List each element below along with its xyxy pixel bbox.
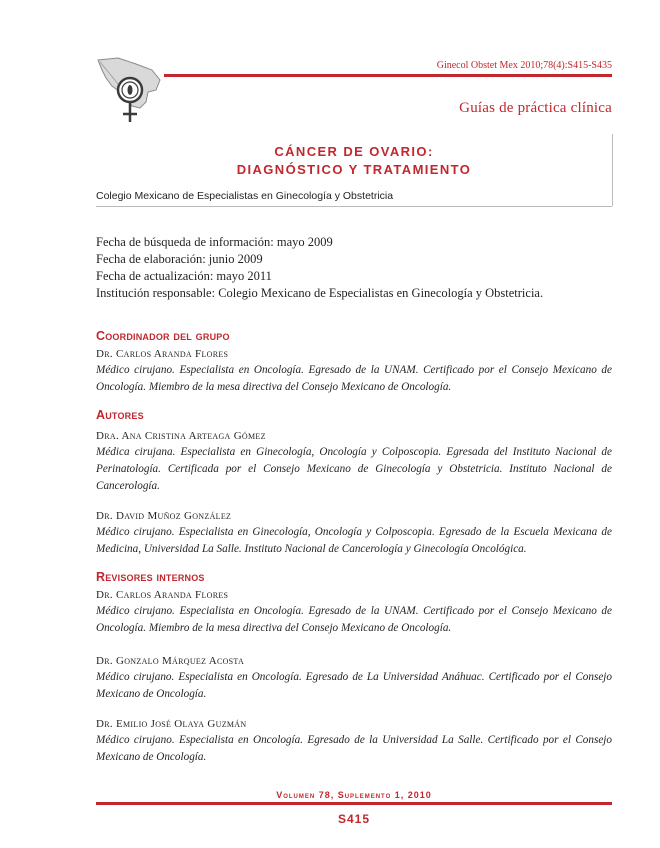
person-description: Médico cirujano. Especialista en Oncología. Egresado de la Universidad La Salle. Certificado por el Consejo Mexicano de Oncología. xyxy=(96,734,612,763)
update-date: Fecha de actualización: mayo 2011 xyxy=(96,269,272,283)
responsible-institution: Institución responsable: Colegio Mexicano de Especialistas en Ginecología y Obstetricia. xyxy=(96,286,544,300)
page-number: S415 xyxy=(337,812,371,826)
reviewer-entry xyxy=(96,653,612,703)
coordinator-heading: Coordinador del grupo xyxy=(96,329,230,343)
article-meta xyxy=(96,234,543,302)
footer-rule xyxy=(96,802,612,805)
author-entry xyxy=(96,508,612,558)
journal-citation: Ginecol Obstet Mex 2010;78(4):S415-S435 xyxy=(436,60,612,71)
person-name: Dr. Carlos Aranda Flores xyxy=(96,348,229,360)
person-name: Dr. David Muñoz González xyxy=(96,510,232,522)
reviewer-entry xyxy=(96,587,612,637)
title-divider xyxy=(96,206,612,207)
reviewer-entry xyxy=(96,716,612,766)
authors-heading: Autores xyxy=(96,408,144,422)
mexico-map-logo-icon xyxy=(96,56,164,128)
person-description: Médico cirujano. Especialista en Oncología. Egresado de la UNAM. Certificado por el Consejo Mexicano de Oncología. Miembro de la mesa directiva del Consejo Mexicano de Oncología. xyxy=(96,364,612,393)
author-entry xyxy=(96,428,612,495)
person-description: Médico cirujano. Especialista en Oncología. Egresado de la UNAM. Certificado por el Consejo Mexicano de Oncología. Miembro de la mesa directiva del Consejo Mexicano de Oncología. xyxy=(96,605,612,634)
person-description: Médica cirujana. Especialista en Ginecología, Oncología y Colposcopia. Egresada del Instituto Nacional de Perinatología. Certificada por el Consejo Mexicano de Ginecología y Obstetricia. Instituto Nacional de Cancerología. xyxy=(96,446,612,492)
header-rule xyxy=(164,74,612,77)
article-organization: Colegio Mexicano de Especialistas en Ginecología y Obstetricia xyxy=(96,190,394,202)
person-name: Dr. Emilio José Olaya Guzmán xyxy=(96,718,247,730)
coordinator-entry xyxy=(96,346,612,396)
person-name: Dra. Ana Cristina Arteaga Gómez xyxy=(96,430,266,442)
person-name: Dr. Carlos Aranda Flores xyxy=(96,589,229,601)
footer-journal-info: Volumen 78, Suplemento 1, 2010 xyxy=(276,790,432,800)
person-description: Médico cirujano. Especialista en Oncología. Egresado de La Universidad Anáhuac. Certificado por el Consejo Mexicano de Oncología. xyxy=(96,671,612,700)
reviewers-heading: Revisores internos xyxy=(96,570,205,584)
search-date: Fecha de búsqueda de información: mayo 2009 xyxy=(96,235,333,249)
person-description: Médico cirujano. Especialista en Ginecología, Oncología y Colposcopia. Egresado de la Escuela Mexicana de Medicina, Universidad La Salle. Instituto Nacional de Cancerología y Ginecología Oncológica. xyxy=(96,526,612,555)
side-divider xyxy=(612,134,613,206)
elaboration-date: Fecha de elaboración: junio 2009 xyxy=(96,252,263,266)
journal-logo xyxy=(96,56,164,128)
article-title-line-1: CÁNCER DE OVARIO: xyxy=(274,144,434,159)
person-name: Dr. Gonzalo Márquez Acosta xyxy=(96,655,245,667)
section-name: Guías de práctica clínica xyxy=(459,100,612,116)
article-title-line-2: DIAGNÓSTICO Y TRATAMIENTO xyxy=(236,162,472,177)
